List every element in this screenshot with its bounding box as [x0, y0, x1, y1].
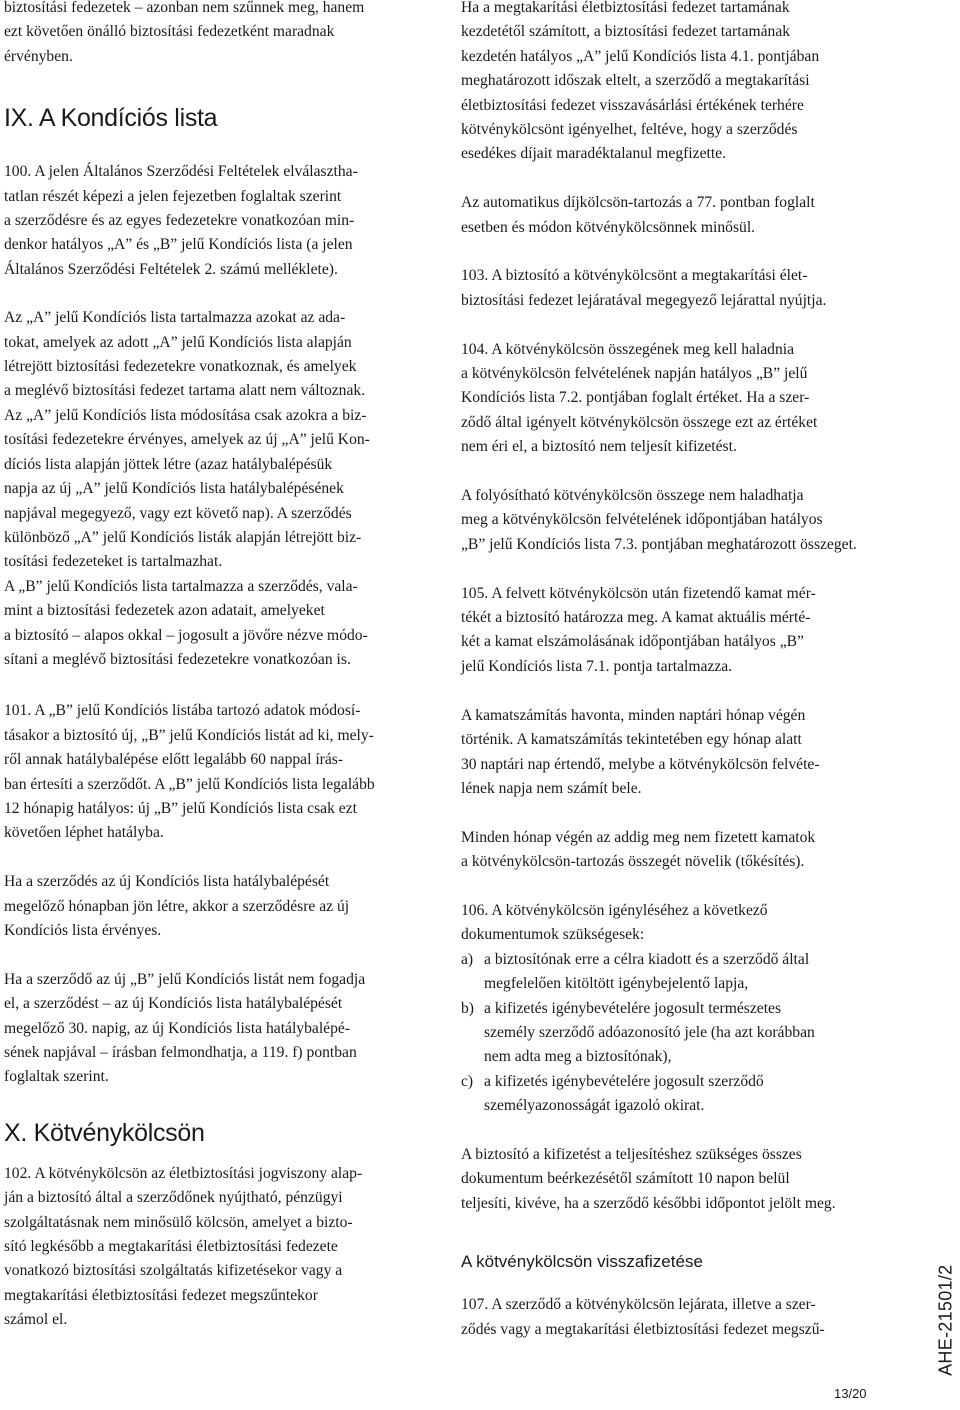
paragraph-106-payment-deadline: A biztosító a kifizetést a teljesítéshez szükséges összes dokumentum beérkezésétől számított 10 napon belül teljesíti, kivéve, ha a szerződő későbbi időpontot jelölt meg. [461, 1145, 836, 1212]
list-item [461, 997, 887, 1070]
paragraph-101-new-contract: Ha a szerződés az új Kondíciós lista hatálybalépését megelőző hónapban jön létre, akkor a szerződésre az új Kondíciós lista érvényes. [4, 873, 350, 939]
paragraph-106: 106. A kötvénykölcsön igényléséhez a következő dokumentumok szükségesek: [461, 901, 768, 944]
required-documents-list [461, 948, 887, 1119]
list-marker: b) [461, 999, 474, 1017]
paragraph-100-list-b: A „B” jelű Kondíciós lista tartalmazza a szerződés, vala- mint a biztosítási fedezetek azon adatait, amelyeket a biztosító – alapos okkal – jogosult a jövőre nézve módo- sítani a meglévő biztosítási fedezetekre vonatkozóan is. [4, 577, 368, 668]
section-heading-x: X. Kötvénykölcsön [4, 1118, 205, 1147]
list-marker: a) [461, 950, 474, 968]
intro-paragraph: biztosítási fedezetek – azonban nem szűnnek meg, hanem ezt követően önálló biztosítási fedezetként maradnak érvényben. [4, 0, 365, 65]
list-marker: c) [461, 1072, 474, 1090]
paragraph-105: 105. A felvett kötvénykölcsön után fizetendő kamat mér- tékét a biztosító határozza meg. A kamat aktuális mérté- két a kamat elszámolásának időpontjában hatályos „B” jelű Kondíciós lista 7.1. pontja tartalmazza. [461, 584, 816, 675]
paragraph-105-interest-calculation: A kamatszámítás havonta, minden naptári hónap végén történik. A kamatszámítás tekintetében egy hónap alatt 30 naptári nap értendő, melybe a kötvénykölcsön felvéte- lének napja nem számít bele. [461, 706, 820, 797]
paragraph-102-continued: Ha a megtakarítási életbiztosítási fedezet tartamának kezdetétől számított, a biztosítási fedezet tartamának kezdetén hatályos „A” jelű Kondíciós lista 4.1. pontjában meghatározott időszak eltelt, a szerződő a megtakarítási életbiztosítási fedezet visszavásárlási értékének terhére kötvénykölcsönt igényelhet, feltéve, hogy a szerződés esedékes díjait maradéktalanul megfizette. [461, 0, 820, 163]
paragraph-automatic-premium-loan: Az automatikus díjkölcsön-tartozás a 77. pontban foglalt esetben és módon kötvénykölcsönnek minősül. [461, 194, 815, 236]
subsection-heading-repayment: A kötvénykölcsön visszafizetése [461, 1252, 703, 1272]
paragraph-104: 104. A kötvénykölcsön összegének meg kell haladnia a kötvénykölcsön felvételének napján hatályos „B” jelű Kondíciós lista 7.2. pontjában foglalt értéket. Ha a szer- ződő által igényelt kötvénykölcsön összege ezt az értéket nem éri el, a biztosító nem teljesít kifizetést. [461, 340, 818, 456]
paragraph-100-list-a: Az „A” jelű Kondíciós lista tartalmazza azokat az ada- tokat, amelyek az adott „A” jelű Kondíciós lista alapján létrejött biztosítási fedezetekre vonatkoznak, és amelyek a meglévő biztosítási fedezet tartama alatt nem változnak. [4, 309, 366, 400]
list-item-text: a kifizetés igénybevételére jogosult szerződő személyazonosságát igazoló okirat. [484, 1072, 764, 1115]
document-code [920, 1245, 960, 1395]
paragraph-101: 101. A „B” jelű Kondíciós listába tartozó adatok módosí- tásakor a biztosító új, „B” jelű Kondíciós listát ad ki, mely- ről annak hatálybalépése előtt legalább 60 nappal írás- ban értesíti a szerződőt. A „B” jelű Kondíciós lista legalább 12 hónapig hatályos: új „B” jelű Kondíciós lista csak ezt követően léphet hatályba. [4, 702, 375, 842]
paragraph-100-list-a-modification: Az „A” jelű Kondíciós lista módosítása csak azokra a biz- tosítási fedezetekre érvényes, amelyek az új „A” jelű Kon- díciós lista alapján jöttek létre (azaz hatálybalépésük napja az új „A” jelű Kondíciós lista hatálybalépésének napjával megegyező, vagy ezt követő nap). A szerződés különböző „A” jelű Kondíciós listák alapján létrejött biz- tosítási fedezeteket is tartalmazhat. [4, 406, 370, 571]
left-column [4, 0, 420, 1357]
paragraph-102: 102. A kötvénykölcsön az életbiztosítási jogviszony alap- ján a biztosító által a szerződőnek nyújtható, pénzügyi szolgáltatásnak nem minősülő kölcsön, amelyet a bizto- sító legkésőbb a megtakarítási életbiztosítási fedezete vonatkozó biztosítási szolgáltatás kifizetésekor vagy a megtakarítási életbiztosítási fedezet megszűntekor számol el. [4, 1164, 363, 1329]
document-code-text: AHE-21501/2 [935, 1264, 956, 1376]
list-item-text: a kifizetés igénybevételére jogosult természetes személy szerződő adóazonosító jele (ha azt korábban nem adta meg a biztosítónak), [484, 999, 815, 1066]
paragraph-103: 103. A biztosító a kötvénykölcsönt a megtakarítási élet- biztosítási fedezet lejáratával megegyező lejárattal nyújtja. [461, 267, 827, 309]
list-item [461, 1070, 887, 1119]
page-number: 13/20 [834, 1386, 867, 1401]
paragraph-107: 107. A szerződő a kötvénykölcsön lejárata, illetve a szer- ződés vagy a megtakarítási életbiztosítási fedezet megszű- [461, 1296, 825, 1338]
paragraph-105-capitalization: Minden hónap végén az addig meg nem fizetett kamatok a kötvénykölcsön-tartozás összegét növelik (tőkésítés). [461, 828, 816, 871]
paragraph-104-maximum: A folyósítható kötvénykölcsön összege nem haladhatja meg a kötvénykölcsön felvételének időpontjában hatályos „B” jelű Kondíciós lista 7.3. pontjában meghatározott összeget. [461, 487, 857, 553]
paragraph-100: 100. A jelen Általános Szerződési Feltételek elválasztha- tatlan részét képezi a jelen fejezetben foglaltak szerint a szerződésre és az egyes fedezetekre vonatkozóan min- denkor hatályos „A” és „B” jelű Kondíciós lista (a jelen Általános Szerződési Feltételek 2. számú melléklete). [4, 163, 358, 278]
section-heading-ix: IX. A Kondíciós lista [4, 104, 218, 133]
right-column [461, 0, 887, 1366]
list-item [461, 948, 887, 997]
list-item-text: a biztosítónak erre a célra kiadott és a szerződő által megfelelően kitöltött igénybejelentő lapja, [484, 950, 810, 993]
paragraph-101-rejection: Ha a szerződő az új „B” jelű Kondíciós listát nem fogadja el, a szerződést – az új Kondíciós lista hatálybalépését megelőző 30. napig, az új Kondíciós lista hatálybalépé- sének napjával – írásban felmondhatja, a 119. f) pontban foglaltak szerint. [4, 970, 366, 1086]
